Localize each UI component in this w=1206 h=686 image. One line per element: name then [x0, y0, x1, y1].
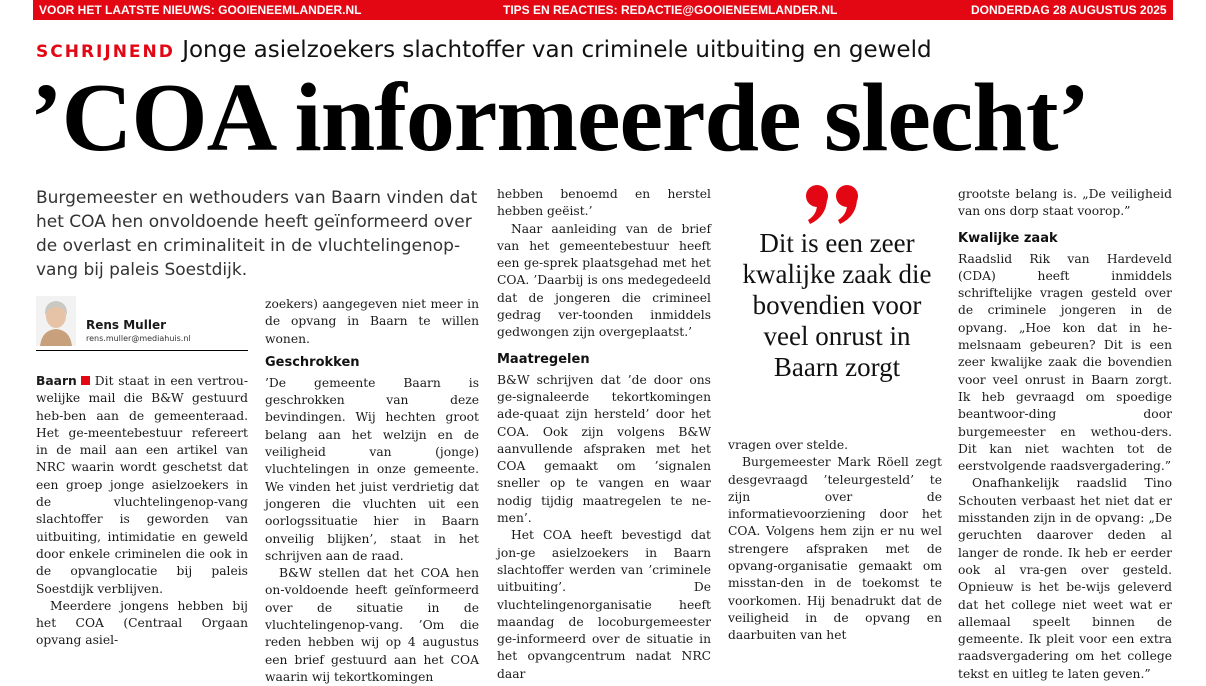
- article-paragraph: Meerdere jongens hebben bij het COA (Centraal Orgaan opvang asiel-: [36, 598, 248, 648]
- article-paragraph: Raadslid Rik van Hardeveld (CDA) heeft inmiddels schriftelijke vragen gesteld over de criminele jongeren in de opvang. „Hoe kon dat in he-melsnaam gebeuren? Dit is een zeer kwalijke zaak die bovendien voor veel onrust in Baarn zorgt. Ik heb gevraagd om spoedige beantwoor-ding door burgemeester en wethou-ders. Dit kan niet wachten tot de eerstvolgende raadsvergadering.”: [958, 251, 1172, 474]
- article-column-4: [728, 437, 942, 645]
- author-email[interactable]: rens.muller@mediahuis.nl: [86, 334, 191, 343]
- article-paragraph: B&W stellen dat het COA hen on-voldoende heeft geïnformeerd over de situatie in de vluchtelingenop-vang. ’Om die reden hebben wij op 4 augustus een brief gestuurd aan het COA waarin wij tekortkomingen: [265, 566, 479, 684]
- author-byline: [36, 296, 248, 351]
- header-contact-link[interactable]: TIPS EN REACTIES: REDACTIE@GOOIENEEMLANDER.NL: [503, 3, 838, 17]
- author-avatar: [36, 296, 76, 346]
- header-news-link[interactable]: VOOR HET LAATSTE NIEUWS: GOOIENEEMLANDER.NL: [39, 3, 362, 17]
- article-column-1: [36, 373, 248, 650]
- section-heading: Maatregelen: [497, 351, 590, 367]
- section-heading: Kwalijke zaak: [958, 230, 1058, 246]
- article-subheadline: Jonge asielzoekers slachtoffer van criminele uitbuiting en geweld: [182, 37, 932, 63]
- dateline-marker: [81, 376, 90, 385]
- header-date: DONDERDAG 28 AUGUSTUS 2025: [971, 3, 1167, 17]
- article-column-2: [265, 296, 479, 686]
- article-column-5: [958, 186, 1172, 683]
- article-paragraph: [36, 373, 248, 598]
- author-name: Rens Muller: [86, 318, 167, 332]
- article-paragraph: Het COA heeft bevestigd dat jon-ge asielzoekers in Baarn slachtoffer werden van ’criminele uitbuiting’. De vluchtelingenorganisatie heeft maandag de locoburgemeester ge-informeerd over de situatie in het opvangcentrum nadat NRC daar: [497, 528, 711, 681]
- article-column-3: [497, 186, 711, 683]
- article-paragraph: grootste belang is. „De veiligheid van ons dorp staat voorop.”: [958, 187, 1172, 219]
- quote-mark-icon: [800, 178, 864, 228]
- paragraph-text: Dit staat in een vertrou-welijke mail die B&W gestuurd heb-ben aan de gemeenteraad. Het ge-meentebestuur refereert in de mail aan een artikel van NRC waarin wordt geschetst dat een groep jonge asielzoekers in de vluchtelingenop-vang slachtoffer is geworden van uitbuiting, intimidatie en geweld door enkele criminelen die ook in de opvanglocatie bij paleis Soestdijk verblijven.: [36, 374, 248, 596]
- section-heading: Geschrokken: [265, 354, 360, 370]
- dateline-place: Baarn: [36, 374, 77, 388]
- article-intro: Burgemeester en wethouders van Baarn vinden dat het COA hen onvoldoende heeft geïnformeerd over de overlast en criminaliteit in de vluchtelingenop-vang bij paleis Soestdijk.: [36, 188, 478, 280]
- article-paragraph: Burgemeester Mark Röell zegt desgevraagd ’teleurgesteld’ te zijn over de informatievoorziening door het COA. Volgens hem zijn er nu wel strengere afspraken met de opvang-organisatie gemaakt om misstan-den in de toekomst te voorkomen. Hij benadrukt dat de veiligheid in de opvang en daarbuiten van het: [728, 455, 942, 643]
- article-paragraph: Onafhankelijk raadslid Tino Schouten verbaast het niet dat er misstanden zijn in de opvang: „De geruchten daarover deden al langer de ronde. Ik heb er eerder ook al vra-gen over gesteld. Opnieuw is het be-wijs geleverd dat het college niet weet wat er allemaal speelt binnen de gemeente. Ik pleit voor een extra raadsvergadering om het college tekst en uitleg te laten geven.”: [958, 476, 1172, 681]
- article-paragraph: hebben benoemd en herstel hebben geëist.’: [497, 187, 711, 219]
- article-paragraph: B&W schrijven dat ’de door ons ge-signaleerde tekortkomingen ade-quaat zijn hersteld’ door het COA. Ook zijn volgens B&W aanvullende afspraken met het COA gemaakt om ’signalen sneller op te vangen en waar nodig tijdig maatregelen te ne-men’.: [497, 372, 711, 526]
- article-headline: ’COA informeerde slecht’: [30, 64, 1090, 172]
- article-paragraph: zoekers) aangegeven niet meer in de opvang in Baarn te willen wonen.: [265, 297, 479, 346]
- header-bar: [33, 0, 1173, 20]
- article-paragraph: Naar aanleiding van de brief van het gemeentebestuur heeft een ge-sprek plaatsgehad met het COA. ’Daarbij is ons medegedeeld dat de jongeren die crimineel gedrag ver-toonden inmiddels gedwongen zijn overgeplaatst.’: [497, 221, 711, 340]
- kicker-label: SCHRIJNEND: [36, 42, 175, 62]
- article-paragraph: vragen over stelde.: [728, 438, 849, 452]
- article-paragraph: ’De gemeente Baarn is geschrokken van deze bevindingen. Wij hechten groot belang aan het welzijn en de veiligheid van (jonge) vluchtelingen in onze gemeente. We vinden het juist verdrietig dat jongeren die vluchten uit een oorlogssituatie hier in Baarn onveilig blijken’, staat in het schrijven aan de raad.: [265, 375, 479, 563]
- pull-quote: Dit is een zeer kwalijke zaak die bovendien voor veel onrust in Baarn zorgt: [742, 228, 932, 382]
